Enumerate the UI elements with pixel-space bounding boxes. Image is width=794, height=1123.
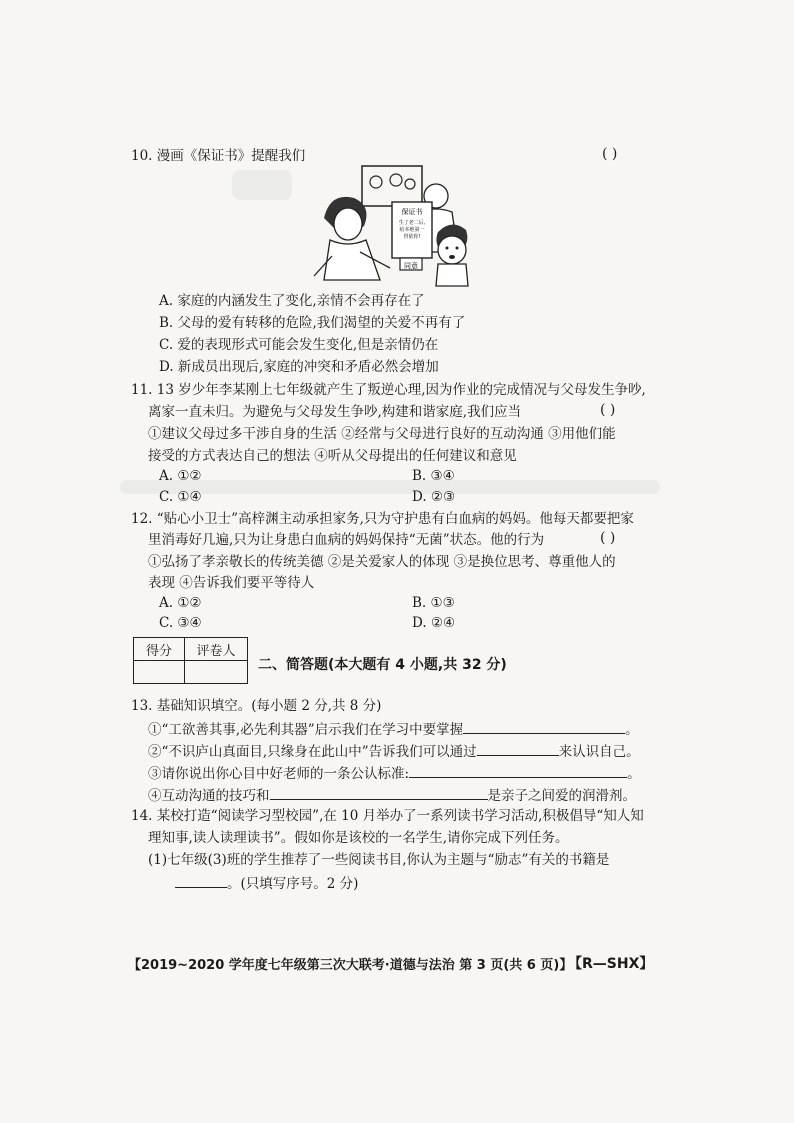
grader-label: 评卷人 — [185, 638, 248, 661]
q12-line-3: ①弘扬了孝亲敬长的传统美德 ②是关爱家人的体现 ③是换位思考、尊重他人的 — [148, 554, 616, 570]
document-title: 保证书 — [401, 208, 423, 216]
document-line: 生了老二后, — [398, 220, 426, 226]
section-2-title: 二、简答题(本大题有 4 小题,共 32 分) — [258, 657, 507, 673]
q12-option-a: A. ①② — [159, 595, 202, 611]
q13-item-2-end: 来认识自己。 — [558, 744, 640, 760]
q11-line-2: 离家一直未归。为避免与父母发生争吵,构建和谐家庭,我们应当 — [148, 404, 522, 420]
q14-line-3: (1)七年级(3)班的学生推荐了一些阅读书目,你认为主题与“励志”有关的书籍是 — [148, 852, 610, 868]
q11-line-3: ①建议父母过多干涉自身的生活 ②经常与父母进行良好的互动沟通 ③用他们能 — [148, 426, 616, 442]
q12-line-1: 12. “贴心小卫士”高梓渊主动承担家务,只为守护患有白血病的妈妈。他每天都要把家 — [131, 511, 634, 527]
guarantee-letter-cartoon — [304, 160, 484, 290]
q13-item-3-end: 。 — [627, 766, 641, 782]
q14-answer-blank[interactable] — [175, 873, 227, 888]
q12-line-4: 表现 ④告诉我们要平等待人 — [148, 575, 315, 591]
q10-option-c: C. 爱的表现形式可能会发生变化,但是亲情仍在 — [159, 337, 439, 353]
q11-option-c: C. ①④ — [159, 489, 202, 505]
q12-option-c: C. ③④ — [159, 615, 202, 631]
q11-option-d: D. ②③ — [412, 489, 456, 505]
q13-stem: 13. 基础知识填空。(每小题 2 分,共 8 分) — [131, 698, 382, 714]
footer-code: 【R—SHX】 — [568, 956, 654, 972]
q13-item-3 — [148, 763, 641, 783]
q13-item-2-blank[interactable] — [477, 741, 559, 756]
q11-line-4: 接受的方式表达自己的想法 ④听从父母提出的任何建议和意见 — [148, 448, 517, 464]
q13-item-1 — [148, 719, 639, 739]
score-label: 得分 — [134, 638, 185, 661]
sign-label: 同意 — [404, 262, 418, 270]
mother-face — [334, 208, 362, 240]
q13-item-4-blank[interactable] — [270, 785, 488, 800]
q11-line-1: 11. 13 岁少年李某刚上七年级就产生了叛逆心理,因为作业的完成情况与父母发生争吵, — [131, 382, 646, 398]
q12-option-d: D. ②④ — [412, 615, 456, 631]
q14-answer-tail: 。(只填写序号。2 分) — [227, 876, 359, 892]
q13-item-1-blank[interactable] — [463, 719, 625, 734]
q13-item-4 — [148, 785, 636, 805]
child-face — [438, 236, 466, 264]
q10-option-d: D. 新成员出现后,家庭的冲突和矛盾必然会增加 — [159, 359, 439, 375]
q11-answer-paren: ( ) — [600, 402, 616, 418]
q12-answer-paren: ( ) — [600, 530, 616, 546]
score-cell — [134, 661, 185, 684]
page-footer — [128, 954, 654, 973]
q10-stem: 10. 漫画《保证书》提醒我们 — [131, 148, 306, 164]
q11-option-b: B. ③④ — [412, 468, 455, 484]
document-line: 胃依你! — [403, 234, 421, 240]
q11-option-a: A. ①② — [159, 468, 202, 484]
q14-answer-line — [175, 873, 358, 893]
score-table — [133, 637, 248, 684]
q13-item-1-text: ①“工欲善其事,必先利其器”启示我们在学习中要掌握 — [148, 722, 464, 738]
document-line: 给本绝第一 — [399, 227, 425, 233]
q13-item-4-text: ④互动沟通的技巧和 — [148, 788, 270, 804]
scan-smudge — [232, 170, 292, 200]
q13-item-3-blank[interactable] — [409, 763, 627, 778]
q13-item-4-end: 是亲子之间爱的润滑剂。 — [487, 788, 636, 804]
q14-line-1: 14. 某校打造“阅读学习型校园”,在 10 月举办了一系列读书学习活动,积极倡导“知人知 — [131, 808, 644, 824]
q10-option-a: A. 家庭的内涵发生了变化,亲情不会再存在了 — [159, 293, 425, 309]
grader-cell — [185, 661, 248, 684]
q12-option-b: B. ①③ — [412, 595, 455, 611]
footer-text: 【2019~2020 学年度七年级第三次大联考·道德与法治 第 3 页(共 6 页)】 — [128, 958, 573, 973]
q12-line-2: 里消毒好几遍,只为让身患白血病的妈妈保持“无菌”状态。他的行为 — [148, 532, 545, 548]
q13-item-2 — [148, 741, 640, 761]
q10-option-b: B. 父母的爱有转移的危险,我们渴望的关爱不再有了 — [159, 315, 466, 331]
q14-line-2: 理知事,读人读理读书”。假如你是该校的一名学生,请你完成下列任务。 — [148, 830, 569, 846]
q10-answer-paren: ( ) — [602, 146, 618, 162]
q13-item-2-text: ②“不识庐山真面目,只缘身在此山中”告诉我们可以通过 — [148, 744, 477, 760]
q13-item-1-end: 。 — [625, 722, 639, 738]
q13-item-3-text: ③请你说出你心目中好老师的一条公认标准: — [148, 766, 410, 782]
